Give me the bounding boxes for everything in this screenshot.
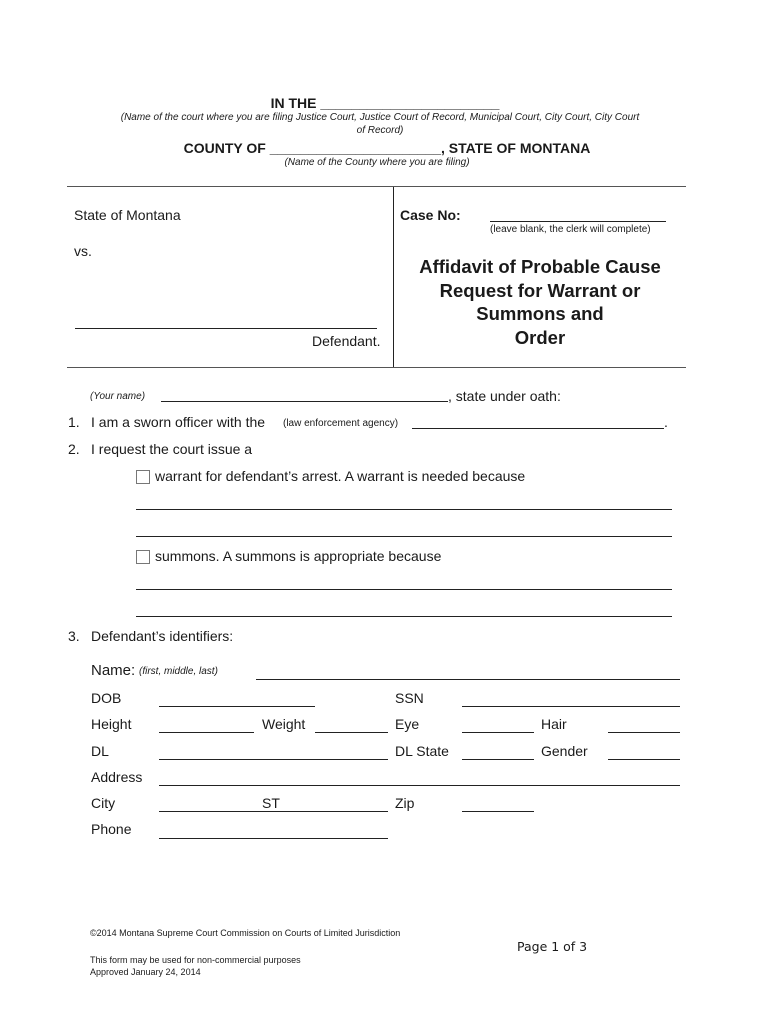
address-label: Address <box>91 769 143 785</box>
zip-label: Zip <box>395 795 415 811</box>
caption-bottom-rule <box>67 367 686 368</box>
st-label: ST <box>262 795 280 811</box>
form-title-line-4: Order <box>514 327 566 348</box>
dl-state-label: DL State <box>395 743 449 759</box>
item-1-text: I am a sworn officer with the <box>91 414 266 430</box>
name-note: (first, middle, last) <box>139 666 218 677</box>
dl-state-field[interactable] <box>462 759 534 760</box>
county-line: COUNTY OF ______________________, STATE OF MONTANA <box>183 140 591 156</box>
dl-label: DL <box>91 743 109 759</box>
item-2-text: I request the court issue a <box>91 441 253 457</box>
warrant-text: warrant for defendant’s arrest. A warrant is needed because <box>155 468 526 484</box>
item-2-number: 2. <box>68 441 80 457</box>
ssn-label: SSN <box>395 690 424 706</box>
item-3-text: Defendant’s identifiers: <box>91 628 234 644</box>
agency-label: (law enforcement agency) <box>283 418 399 429</box>
your-name-label: (Your name) <box>90 391 146 402</box>
warrant-reason-line-2[interactable] <box>136 536 672 537</box>
court-note-2: of Record) <box>356 125 404 136</box>
warrant-checkbox[interactable] <box>136 470 150 484</box>
name-label: Name: <box>91 662 136 679</box>
summons-reason-line-1[interactable] <box>136 589 672 590</box>
noncommercial-notice: This form may be used for non-commercial purposes <box>90 955 301 965</box>
defendant-label: Defendant. <box>312 333 381 349</box>
phone-field[interactable] <box>159 838 388 839</box>
dob-field[interactable] <box>159 706 315 707</box>
case-no-field[interactable] <box>490 221 666 222</box>
your-name-field[interactable] <box>161 401 448 402</box>
eye-label: Eye <box>395 716 420 732</box>
weight-label: Weight <box>262 716 306 732</box>
eye-field[interactable] <box>462 732 534 733</box>
case-no-note: (leave blank, the clerk will complete) <box>490 224 651 235</box>
ssn-field[interactable] <box>462 706 680 707</box>
form-title-line-3: Summons and <box>476 303 604 324</box>
court-line: IN THE _______________________ <box>270 95 500 111</box>
height-label: Height <box>91 716 132 732</box>
city-st-field[interactable] <box>159 811 388 812</box>
vs-label: vs. <box>74 243 92 259</box>
dob-label: DOB <box>91 690 122 706</box>
name-field[interactable] <box>256 679 680 680</box>
zip-field[interactable] <box>462 811 534 812</box>
height-field[interactable] <box>159 732 254 733</box>
form-title-line-2: Request for Warrant or <box>439 280 641 301</box>
gender-field[interactable] <box>608 759 680 760</box>
agency-field[interactable] <box>412 428 664 429</box>
approved-date: Approved January 24, 2014 <box>90 967 201 977</box>
page-number: Page 1 of 3 <box>517 939 588 954</box>
plaintiff-name: State of Montana <box>74 207 181 223</box>
court-note: (Name of the court where you are filing Justice Court, Justice Court of Record, Municipal Court, City Court, City Court <box>120 112 640 123</box>
item-1-end: . <box>664 414 668 430</box>
caption-top-rule <box>67 186 686 187</box>
item-3-number: 3. <box>68 628 80 644</box>
oath-text: , state under oath: <box>448 388 561 404</box>
gender-label: Gender <box>541 743 588 759</box>
item-1-number: 1. <box>68 414 80 430</box>
phone-label: Phone <box>91 821 132 837</box>
summons-text: summons. A summons is appropriate because <box>155 548 442 564</box>
hair-label: Hair <box>541 716 567 732</box>
warrant-reason-line-1[interactable] <box>136 509 672 510</box>
summons-reason-line-2[interactable] <box>136 616 672 617</box>
copyright-notice: ©2014 Montana Supreme Court Commission on Courts of Limited Jurisdiction <box>90 928 401 938</box>
defendant-name-field[interactable] <box>75 328 377 329</box>
county-note: (Name of the County where you are filing) <box>284 157 470 168</box>
form-title-line-1: Affidavit of Probable Cause <box>419 256 661 277</box>
summons-checkbox[interactable] <box>136 550 150 564</box>
address-field[interactable] <box>159 785 680 786</box>
hair-field[interactable] <box>608 732 680 733</box>
weight-field[interactable] <box>315 732 388 733</box>
case-no-label: Case No: <box>400 207 461 223</box>
city-label: City <box>91 795 116 811</box>
dl-field[interactable] <box>159 759 388 760</box>
